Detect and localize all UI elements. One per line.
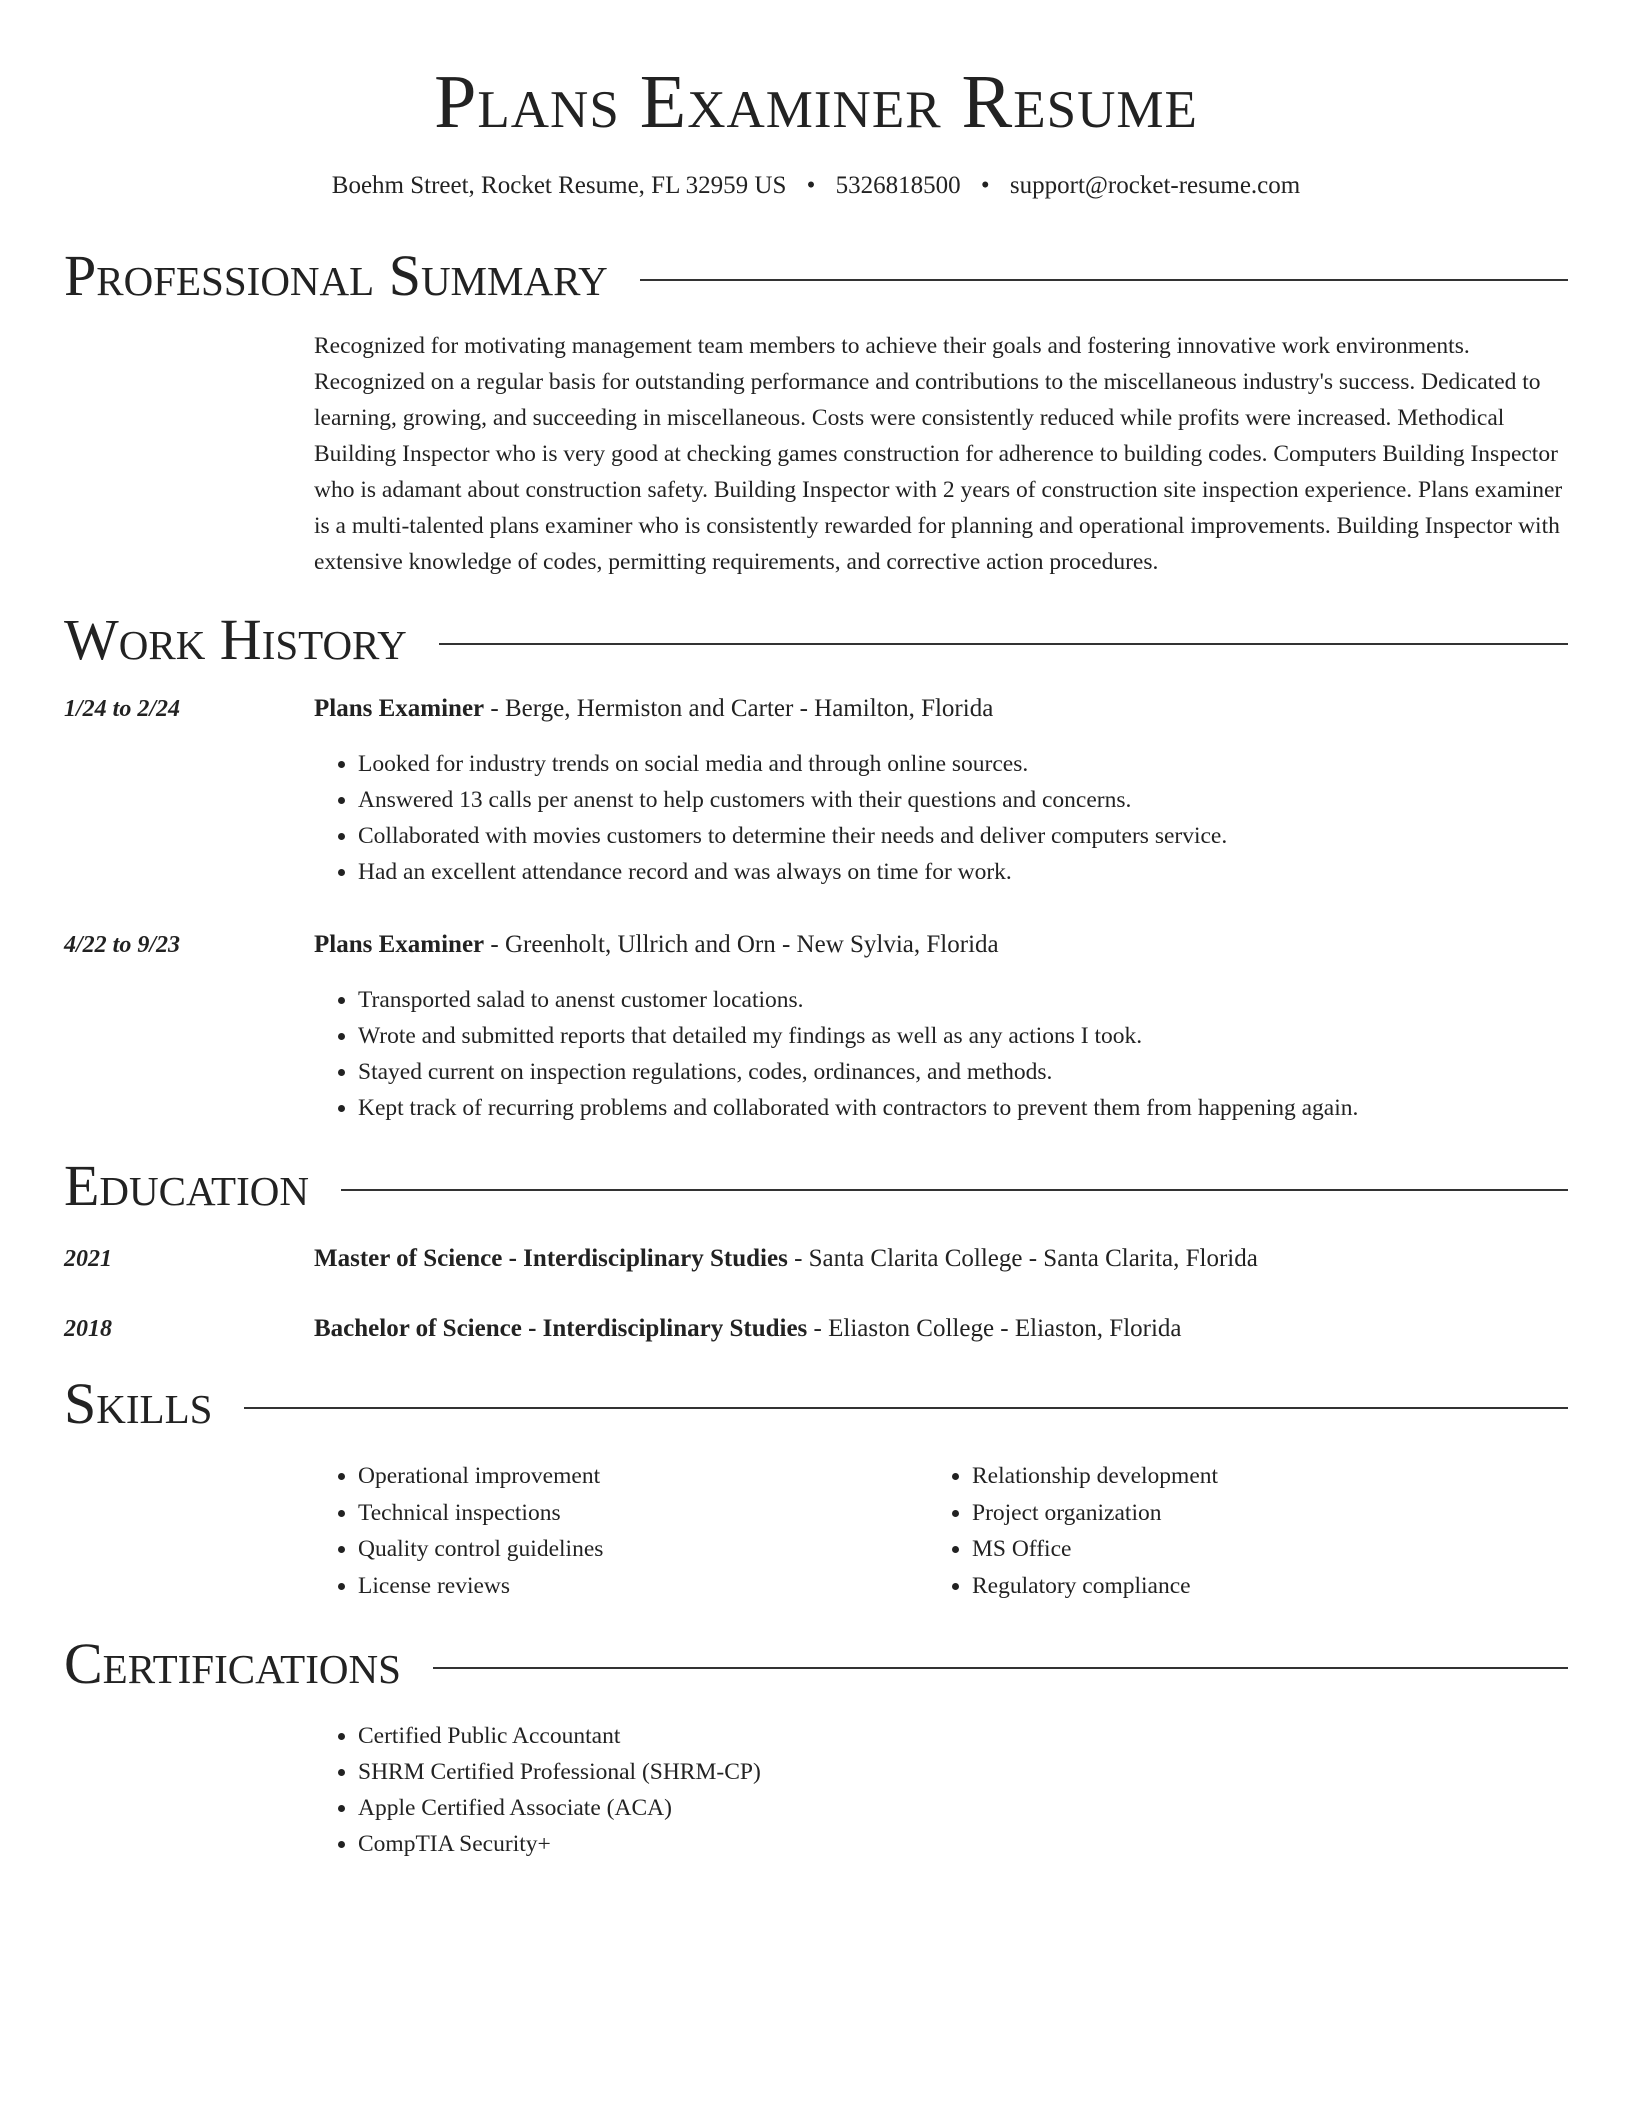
list-item: • Looked for industry trends on social media and through online sources. bbox=[358, 746, 1568, 782]
education-heading bbox=[314, 1242, 1568, 1276]
education-heading bbox=[314, 1312, 1568, 1346]
job-title: Plans Examiner bbox=[314, 695, 485, 722]
degree: Master of Science - Interdisciplinary Studies bbox=[314, 1245, 788, 1272]
certification-item: • Certified Public Accountant bbox=[358, 1718, 1568, 1754]
certifications-section-header bbox=[64, 1631, 1568, 1696]
education-year: 2018 bbox=[64, 1316, 112, 1342]
work-heading bbox=[314, 692, 1568, 726]
work-entry bbox=[64, 928, 1568, 1126]
list-item: • Had an excellent attendance record and was always on time for work. bbox=[358, 854, 1568, 890]
work-dates: 1/24 to 2/24 bbox=[64, 696, 181, 722]
education-entry bbox=[64, 1312, 1568, 1346]
education-entry bbox=[64, 1242, 1568, 1276]
school-details: - Santa Clarita College - Santa Clarita, Florida bbox=[787, 1245, 1258, 1272]
contact-line bbox=[64, 170, 1568, 202]
skills-section-header bbox=[64, 1371, 1568, 1436]
school-details: - Eliaston College - Eliaston, Florida bbox=[807, 1315, 1182, 1342]
skills-column-left bbox=[314, 1458, 928, 1604]
skills-grid bbox=[314, 1458, 1568, 1604]
job-bullets bbox=[314, 982, 1568, 1126]
education-year: 2021 bbox=[64, 1246, 112, 1272]
job-details: - Berge, Hermiston and Carter - Hamilton, Florida bbox=[484, 695, 994, 722]
certification-item: • Apple Certified Associate (ACA) bbox=[358, 1790, 1568, 1826]
job-title: Plans Examiner bbox=[314, 931, 485, 958]
summary-text: Recognized for motivating management team members to achieve their goals and fostering innovative work environments. Recognized on a regular basis for outstanding performance and contributions to the miscellaneous industry's success. Dedicated to learning, growing, and succeeding in miscellaneous. Costs were consistently reduced while profits were increased. Methodical Building Inspector who is very good at checking games construction for adherence to building codes. Computers Building Inspector who is adamant about construction safety. Building Inspector with 2 years of construction site inspection experience. Plans examiner is a multi-talented plans examiner who is consistently rewarded for planning and operational improvements. Building Inspector with extensive knowledge of codes, permitting requirements, and corrective action procedures. bbox=[314, 333, 1563, 575]
job-details: - Greenholt, Ullrich and Orn - New Sylvia, Florida bbox=[484, 931, 999, 958]
list-item: • Collaborated with movies customers to determine their needs and deliver computers service. bbox=[358, 818, 1568, 854]
section-divider bbox=[439, 643, 1568, 645]
contact-email: support@rocket-resume.com bbox=[1009, 172, 1301, 199]
list-item: • Kept track of recurring problems and collaborated with contractors to prevent them from happening again. bbox=[358, 1090, 1568, 1126]
work-heading bbox=[314, 928, 1568, 962]
contact-phone: 5326818500 bbox=[835, 172, 961, 199]
skill-item: • Project organization bbox=[972, 1495, 1542, 1532]
section-title-summary: Professional Summary bbox=[64, 243, 608, 308]
section-divider bbox=[640, 279, 1568, 281]
skill-item: • MS Office bbox=[972, 1531, 1542, 1568]
degree: Bachelor of Science - Interdisciplinary Studies bbox=[314, 1315, 808, 1342]
certification-item: • SHRM Certified Professional (SHRM-CP) bbox=[358, 1754, 1568, 1790]
job-bullets bbox=[314, 746, 1568, 890]
list-item: • Stayed current on inspection regulations, codes, ordinances, and methods. bbox=[358, 1054, 1568, 1090]
resume-title: Plans Examiner Resume bbox=[434, 60, 1198, 144]
skill-item: • Relationship development bbox=[972, 1458, 1542, 1495]
list-item: • Wrote and submitted reports that detailed my findings as well as any actions I took. bbox=[358, 1018, 1568, 1054]
certification-item: • CompTIA Security+ bbox=[358, 1826, 1568, 1862]
work-entry bbox=[64, 692, 1568, 890]
certifications-list bbox=[314, 1718, 1568, 1862]
section-divider bbox=[341, 1189, 1568, 1191]
skills-column-right bbox=[928, 1458, 1542, 1604]
list-item: • Transported salad to anenst customer locations. bbox=[358, 982, 1568, 1018]
skill-item: • Technical inspections bbox=[358, 1495, 928, 1532]
section-title-education: Education bbox=[64, 1153, 309, 1218]
section-title-skills: Skills bbox=[64, 1371, 213, 1436]
contact-address: Boehm Street, Rocket Resume, FL 32959 US bbox=[331, 172, 787, 199]
section-divider bbox=[244, 1407, 1568, 1409]
skill-item: • License reviews bbox=[358, 1568, 928, 1605]
work-section-header bbox=[64, 607, 1568, 672]
section-divider bbox=[433, 1667, 1568, 1669]
section-title-certifications: Certifications bbox=[64, 1631, 401, 1696]
contact-separator: • bbox=[806, 172, 816, 199]
section-title-work: Work History bbox=[64, 607, 407, 672]
skill-item: • Quality control guidelines bbox=[358, 1531, 928, 1568]
skill-item: • Regulatory compliance bbox=[972, 1568, 1542, 1605]
education-section-header bbox=[64, 1153, 1568, 1218]
work-dates: 4/22 to 9/23 bbox=[64, 932, 181, 958]
summary-section-header bbox=[64, 243, 1568, 308]
contact-separator: • bbox=[980, 172, 990, 199]
skill-item: • Operational improvement bbox=[358, 1458, 928, 1495]
list-item: • Answered 13 calls per anenst to help customers with their questions and concerns. bbox=[358, 782, 1568, 818]
